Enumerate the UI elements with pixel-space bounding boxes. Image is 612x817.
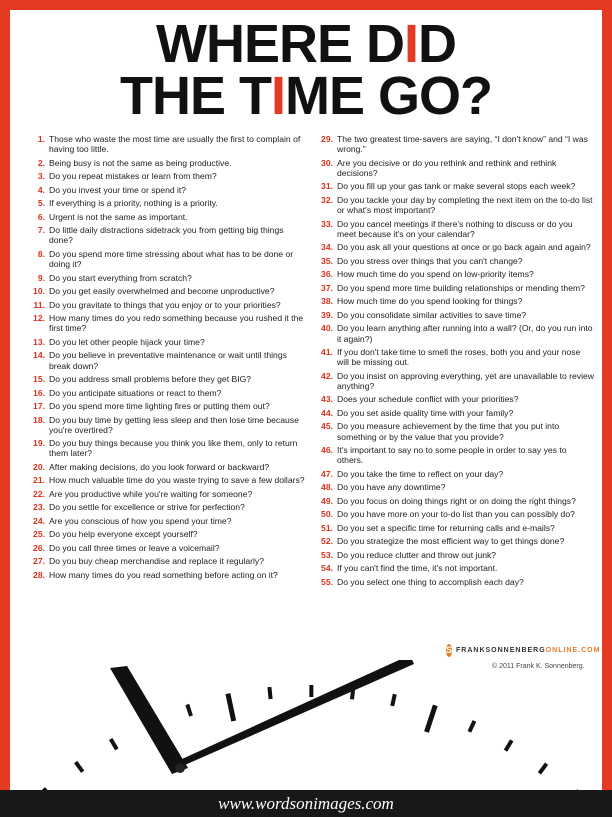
clock-tick	[427, 705, 436, 732]
item-text: Does your schedule conflict with your priorities?	[337, 394, 519, 405]
clock-icon	[10, 660, 602, 790]
item-number: 26.	[33, 542, 45, 553]
list-item	[314, 445, 594, 465]
list-item	[26, 313, 306, 333]
item-text: If you don't take time to smell the roses, both you and your nose will be missing out.	[337, 347, 581, 368]
item-number: 34.	[321, 242, 333, 253]
item-number: 30.	[321, 157, 333, 168]
item-number: 13.	[33, 336, 45, 347]
poster	[10, 10, 602, 790]
item-number: 21.	[33, 475, 45, 486]
list-item	[314, 421, 594, 441]
list-item	[26, 489, 306, 499]
item-text: Do you focus on doing things right or on doing the right things?	[337, 495, 576, 506]
list-item	[26, 543, 306, 553]
list-item	[314, 195, 594, 215]
list-item	[26, 300, 306, 310]
item-number: 37.	[321, 282, 333, 293]
brand-name	[456, 647, 600, 654]
item-number: 19.	[33, 438, 45, 449]
item-text: Do little daily distractions sidetrack you from getting big things done?	[49, 225, 284, 246]
item-text: Do you spend more time stressing about what has to be done or doing it?	[49, 248, 294, 270]
item-text: How much time do you spend looking for things?	[337, 296, 523, 307]
item-number: 51.	[321, 522, 333, 533]
item-number: 40.	[321, 323, 333, 334]
item-text: Do you get easily overwhelmed and become unproductive?	[49, 286, 275, 297]
item-text: Do you cancel meetings if there's nothing to discuss or do you meet because it's on your calendar?	[337, 218, 573, 239]
item-number: 15.	[33, 374, 45, 385]
item-text: Do you settle for excellence or strive for perfection?	[49, 502, 245, 513]
list-item	[314, 310, 594, 320]
item-number: 9.	[37, 272, 45, 283]
list-item	[314, 158, 594, 178]
title-text: ME GO?	[285, 66, 492, 126]
item-number: 43.	[321, 394, 333, 405]
item-number: 36.	[321, 269, 333, 280]
list-item	[314, 469, 594, 479]
item-text: Do you fill up your gas tank or make several stops each week?	[337, 181, 576, 192]
item-text: Do you spend more time lighting fires or putting them out?	[49, 401, 270, 412]
list-item	[26, 350, 306, 370]
item-number: 48.	[321, 482, 333, 493]
item-number: 10.	[33, 286, 45, 297]
list-item	[314, 509, 594, 519]
item-text: Urgent is not the same as important.	[49, 211, 188, 222]
item-number: 55.	[321, 576, 333, 587]
item-text: If you can't find the time, it's not important.	[337, 563, 498, 574]
list-item	[26, 158, 306, 168]
item-text: Do you ask all your questions at once or go back again and again?	[337, 242, 591, 253]
clock-tick	[228, 694, 234, 721]
list-item	[26, 134, 306, 154]
page-title	[10, 14, 602, 126]
item-number: 44.	[321, 407, 333, 418]
list-item	[314, 523, 594, 533]
list-item	[26, 374, 306, 384]
list-item	[26, 286, 306, 296]
minute-hand	[178, 660, 414, 768]
item-text: Do you buy cheap merchandise and replace it regularly?	[49, 556, 264, 567]
clock-tick	[539, 764, 546, 774]
brand-name-main: FRANKSONNENBERG	[456, 647, 546, 654]
item-text: Do you believe in preventative maintenance or wait until things break down?	[49, 350, 287, 371]
item-text: It's important to say no to some people in order to say yes to others.	[337, 445, 567, 466]
item-number: 1.	[37, 134, 45, 144]
questions-column-right	[314, 134, 594, 590]
title-text: THE T	[119, 66, 271, 126]
item-text: Do you repeat mistakes or learn from them?	[49, 171, 217, 182]
list-item	[314, 408, 594, 418]
item-text: Do you help everyone except yourself?	[49, 529, 198, 540]
clock-tick	[469, 721, 474, 732]
list-item	[314, 536, 594, 546]
item-text: Do you let other people hijack your time?	[49, 336, 205, 347]
list-item	[314, 347, 594, 367]
brand-logo	[446, 644, 601, 657]
item-text: Are you conscious of how you spend your time?	[49, 515, 232, 526]
list-item	[314, 394, 594, 404]
list-item	[314, 269, 594, 279]
item-text: Do you have more on your to-do list than you can possibly do?	[337, 509, 575, 520]
item-text: Do you call three times or leave a voicemail?	[49, 542, 220, 553]
item-number: 39.	[321, 309, 333, 320]
item-text: How many times do you redo something because you rushed it the first time?	[49, 313, 304, 334]
list-item	[26, 225, 306, 245]
clock-center	[175, 763, 185, 773]
list-item	[26, 529, 306, 539]
item-number: 24.	[33, 515, 45, 526]
list-item	[314, 256, 594, 266]
questions-column-left	[26, 134, 306, 583]
item-number: 38.	[321, 296, 333, 307]
title-accent-letter: I	[270, 66, 285, 126]
brand-name-suffix: ONLINE.COM	[545, 647, 601, 654]
item-number: 31.	[321, 181, 333, 192]
item-number: 3.	[37, 171, 45, 182]
item-text: Those who waste the most time are usually the first to complain of having too little.	[49, 134, 301, 155]
clock-tick	[506, 740, 512, 750]
item-number: 54.	[321, 563, 333, 574]
item-text: After making decisions, do you look forward or backward?	[49, 461, 270, 472]
item-text: Do you tackle your day by completing the next item on the to-do list or what's most important?	[337, 194, 593, 216]
item-number: 16.	[33, 387, 45, 398]
item-number: 46.	[321, 445, 333, 456]
item-number: 6.	[37, 211, 45, 222]
item-text: Do you have any downtime?	[337, 482, 446, 493]
item-number: 17.	[33, 401, 45, 412]
item-number: 45.	[321, 421, 333, 432]
list-item	[314, 134, 594, 154]
clock-tick	[111, 739, 117, 749]
list-item	[314, 577, 594, 587]
item-text: How much time do you spend on low-priority items?	[337, 269, 534, 280]
item-text: How many times do you read something before acting on it?	[49, 569, 278, 580]
item-number: 33.	[321, 218, 333, 229]
list-item	[314, 323, 594, 343]
item-number: 25.	[33, 529, 45, 540]
item-text: Do you buy things because you think you like them, only to return them later?	[49, 438, 298, 459]
clock-tick	[76, 762, 83, 772]
item-text: Do you consolidate similar activities to save time?	[337, 309, 527, 320]
item-text: Do you set aside quality time with your family?	[337, 407, 514, 418]
item-number: 23.	[33, 502, 45, 513]
item-text: Do you set a specific time for returning calls and e-mails?	[337, 522, 555, 533]
item-text: Do you measure achievement by the time that you put into something or by the value that you provide?	[337, 421, 560, 442]
list-item	[26, 415, 306, 435]
item-text: Do you start everything from scratch?	[49, 272, 192, 283]
footer-url: www.wordsonimages.com	[0, 790, 612, 817]
item-number: 7.	[37, 225, 45, 236]
list-item	[314, 242, 594, 252]
item-number: 22.	[33, 488, 45, 499]
list-item	[26, 556, 306, 566]
clock-tick	[187, 705, 191, 717]
list-item	[314, 550, 594, 560]
item-text: Do you insist on approving everything, yet are unavailable to review anything?	[337, 370, 595, 391]
list-item	[26, 198, 306, 208]
hour-hand	[110, 666, 188, 774]
item-number: 53.	[321, 549, 333, 560]
item-number: 42.	[321, 370, 333, 381]
item-text: Do you take the time to reflect on your day?	[337, 468, 504, 479]
list-item	[26, 570, 306, 580]
item-number: 47.	[321, 468, 333, 479]
item-text: Do you gravitate to things that you enjoy or to your priorities?	[49, 299, 281, 310]
clock-tick	[392, 694, 395, 706]
title-text: D	[418, 14, 456, 74]
item-number: 4.	[37, 184, 45, 195]
item-number: 41.	[321, 347, 333, 358]
item-number: 20.	[33, 461, 45, 472]
item-text: Do you stress over things that you can't change?	[337, 255, 523, 266]
list-item	[26, 388, 306, 398]
list-item	[314, 219, 594, 239]
list-item	[314, 482, 594, 492]
title-line-2	[10, 66, 602, 126]
list-item	[314, 283, 594, 293]
item-number: 2.	[37, 157, 45, 168]
list-item	[26, 516, 306, 526]
item-text: Do you invest your time or spend it?	[49, 184, 187, 195]
title-accent-letter: I	[403, 14, 418, 74]
brand-logo-icon: S	[446, 645, 453, 655]
item-number: 49.	[321, 495, 333, 506]
list-item	[26, 337, 306, 347]
item-text: Do you spend more time building relationships or mending them?	[337, 282, 585, 293]
list-item	[314, 296, 594, 306]
list-item	[26, 438, 306, 458]
item-text: How much valuable time do you waste trying to save a few dollars?	[49, 475, 305, 486]
item-number: 35.	[321, 255, 333, 266]
item-number: 5.	[37, 198, 45, 209]
item-text: Do you buy time by getting less sleep and then lose time because you're overtired?	[49, 414, 299, 435]
item-text: Do you strategize the most efficient way to get things done?	[337, 536, 565, 547]
item-number: 29.	[321, 134, 333, 144]
item-number: 27.	[33, 556, 45, 567]
item-text: If everything is a priority, nothing is a priority.	[49, 198, 218, 209]
list-item	[26, 475, 306, 485]
item-number: 11.	[33, 299, 45, 310]
list-item	[314, 563, 594, 573]
list-item	[26, 273, 306, 283]
list-item	[314, 496, 594, 506]
item-number: 28.	[33, 569, 45, 580]
list-item	[26, 212, 306, 222]
item-text: Do you reduce clutter and throw out junk?	[337, 549, 497, 560]
item-text: Being busy is not the same as being productive.	[49, 157, 232, 168]
item-text: The two greatest time-savers are saying, “I don't know” and “I was wrong.”	[337, 134, 588, 155]
item-text: Are you decisive or do you rethink and rethink and rethink decisions?	[337, 157, 557, 178]
list-item	[26, 185, 306, 195]
item-number: 52.	[321, 536, 333, 547]
item-number: 50.	[321, 509, 333, 520]
list-item	[26, 502, 306, 512]
title-line-1	[10, 14, 602, 74]
copyright: © 2011 Frank K. Sonnenberg.	[492, 663, 585, 670]
title-text: WHERE D	[155, 14, 404, 74]
list-item	[26, 462, 306, 472]
list-item	[26, 171, 306, 181]
item-number: 32.	[321, 194, 333, 205]
item-number: 8.	[37, 248, 45, 259]
clock-tick	[269, 687, 270, 699]
list-item	[26, 249, 306, 269]
item-number: 18.	[33, 414, 45, 425]
item-text: Do you address small problems before they get BIG?	[49, 374, 252, 385]
list-item	[314, 181, 594, 191]
item-text: Do you select one thing to accomplish each day?	[337, 576, 524, 587]
item-text: Are you productive while you're waiting for someone?	[49, 488, 253, 499]
list-item	[314, 371, 594, 391]
item-text: Do you anticipate situations or react to them?	[49, 387, 222, 398]
item-number: 14.	[33, 350, 45, 361]
item-text: Do you learn anything after running into a wall? (Or, do you run into it again?)	[337, 323, 593, 344]
item-number: 12.	[33, 313, 45, 324]
clock-ticks	[10, 685, 602, 790]
list-item	[26, 401, 306, 411]
